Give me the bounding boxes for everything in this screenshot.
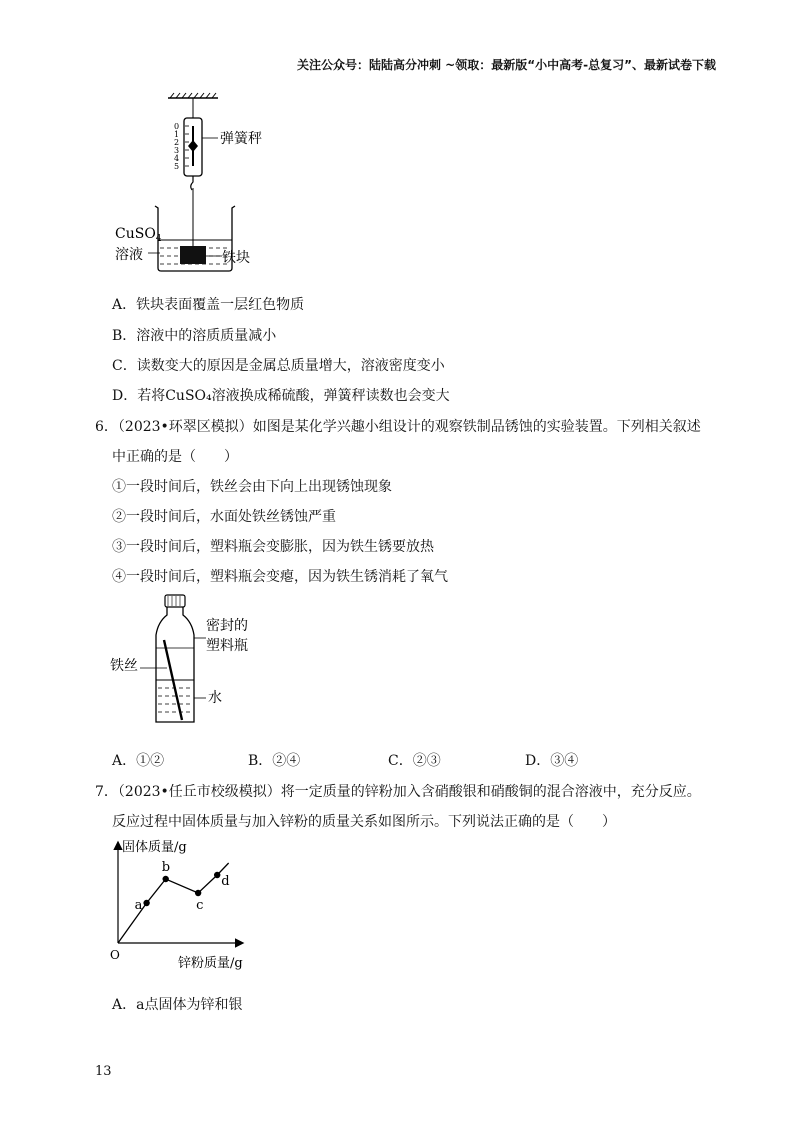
solid-mass-chart [100, 835, 270, 975]
scale-tick: 3 [174, 146, 180, 155]
page-header: 关注公众号：陆陆高分冲刺 ~领取：最新版“小中高考-总复习”、最新试卷下载 [297, 58, 716, 72]
point-label-d: d [221, 874, 230, 889]
q5-option-b[interactable]: B．溶液中的溶质质量减小 [112, 328, 277, 344]
page-number: 13 [95, 1064, 112, 1079]
q6-statement-2: ②一段时间后，水面处铁丝锈蚀严重 [112, 509, 336, 525]
point-b [162, 876, 168, 882]
q6-option-a[interactable]: A．①② [112, 753, 165, 769]
q5-option-d[interactable]: D．若将CuSO₄溶液换成稀硫酸，弹簧秤读数也会变大 [112, 388, 450, 404]
scale-tick: 2 [174, 138, 180, 147]
q7-stem: 7．（2023•任丘市校级模拟）将一定质量的锌粉加入含硝酸银和硝酸铜的混合溶液中，充分反应。 [95, 784, 701, 800]
spring-balance-figure [110, 88, 270, 273]
water-label: 水 [208, 690, 222, 706]
q7-option-a[interactable]: A．a点固体为锌和银 [112, 997, 243, 1013]
solution-label: CuSO$_4$ [115, 226, 162, 244]
point-d [214, 872, 220, 878]
q7-stem-cont: 反应过程中固体质量与加入锌粉的质量关系如图所示。下列说法正确的是（ ） [112, 814, 616, 830]
y-axis-label: 固体质量/g [122, 840, 187, 855]
q6-statement-3: ③一段时间后，塑料瓶会变膨胀，因为铁生锈要放热 [112, 539, 434, 555]
point-c [195, 890, 201, 896]
scale-tick: 1 [174, 130, 180, 139]
scale-tick: 4 [174, 154, 180, 163]
spring-balance-label: 弹簧秤 [220, 131, 262, 147]
q5-option-a[interactable]: A．铁块表面覆盖一层红色物质 [112, 297, 305, 313]
point-label-c: c [196, 898, 204, 913]
scale-tick: 5 [174, 162, 180, 171]
point-a [143, 900, 149, 906]
scale-tick: 0 [174, 122, 180, 131]
q6-stem: 6．（2023•环翠区模拟）如图是某化学兴趣小组设计的观察铁制品锈蚀的实验装置。下列相关叙述 [95, 419, 701, 435]
bottle-figure [110, 590, 270, 730]
origin-label: O [110, 948, 120, 962]
bottle-label: 密封的 [206, 618, 248, 634]
solution-label-2: 溶液 [115, 247, 143, 263]
q6-stem-cont: 中正确的是（ ） [112, 449, 238, 465]
point-label-a: a [134, 898, 143, 913]
x-axis-label: 锌粉质量/g [178, 956, 243, 971]
q6-statement-4: ④一段时间后，塑料瓶会变瘪，因为铁生锈消耗了氧气 [112, 569, 448, 585]
q6-option-c[interactable]: C．②③ [388, 753, 441, 769]
iron-block-label: 铁块 [222, 250, 250, 266]
q6-statement-1: ①一段时间后，铁丝会由下向上出现锈蚀现象 [112, 479, 392, 495]
iron-block [180, 246, 206, 264]
wire-label: 铁丝 [110, 658, 138, 674]
bottle-label-2: 塑料瓶 [206, 638, 248, 654]
q6-option-b[interactable]: B．②④ [248, 753, 301, 769]
point-label-b: b [161, 860, 171, 875]
q5-option-c[interactable]: C．读数变大的原因是金属总质量增大，溶液密度变小 [112, 358, 445, 374]
q6-option-d[interactable]: D．③④ [525, 753, 579, 769]
plastic-bottle [156, 607, 194, 722]
